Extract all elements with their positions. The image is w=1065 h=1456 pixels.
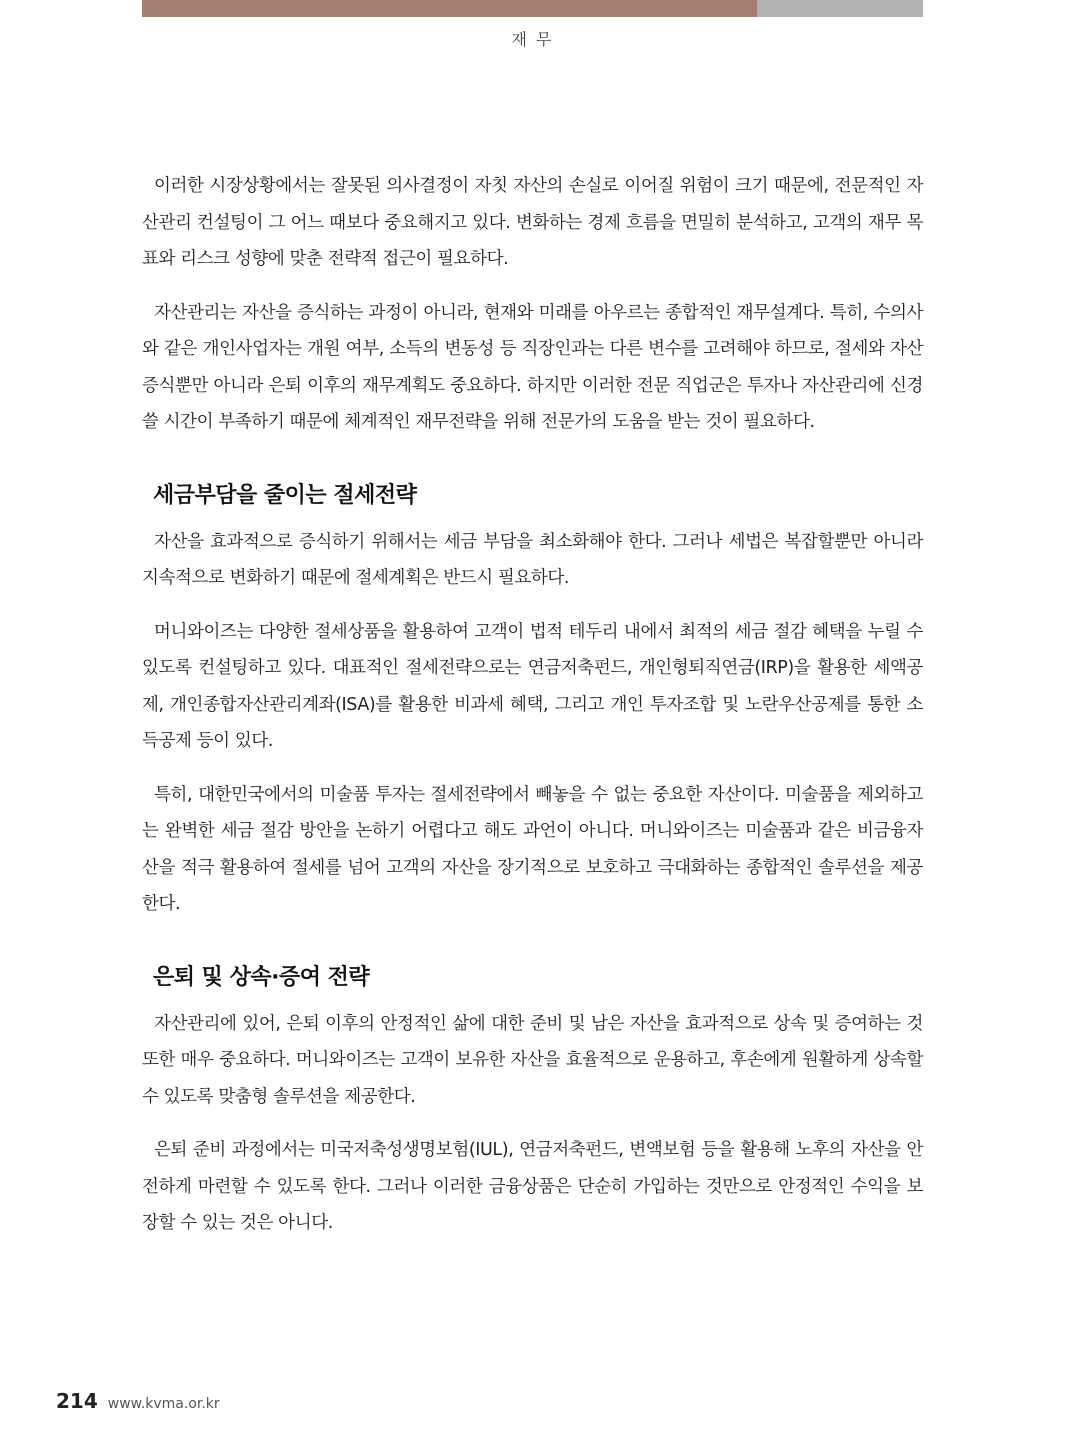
article-body <box>142 168 923 1259</box>
section-label: 재 무 <box>511 30 554 49</box>
intro-paragraph-1: 이러한 시장상황에서는 잘못된 의사결정이 자칫 자산의 손실로 이어질 위험이 크기 때문에, 전문적인 자산관리 컨설팅이 그 어느 때보다 중요해지고 있다. 변화하는 경제 흐름을 면밀히 분석하고, 고객의 재무 목표와 리스크 성향에 맞춘 전략적 접근이 필요하다. <box>142 176 923 269</box>
tax-paragraph-3: 특히, 대한민국에서의 미술품 투자는 절세전략에서 빼놓을 수 없는 중요한 자산이다. 미술품을 제외하고는 완벽한 세금 절감 방안을 논하기 어렵다고 해도 과언이 아니다. 머니와이즈는 미술품과 같은 비금융자산을 적극 활용하여 절세를 넘어 고객의 자산을 장기적으로 보호하고 극대화하는 종합적인 솔루션을 제공한다. <box>142 784 923 914</box>
retirement-paragraph-2: 은퇴 준비 과정에서는 미국저축성생명보험(IUL), 연금저축펀드, 변액보험 등을 활용해 노후의 자산을 안전하게 마련할 수 있도록 한다. 그러나 이러한 금융상품은 단순히 가입하는 것만으로 안정적인 수익을 보장할 수 있는 것은 아니다. <box>142 1140 923 1233</box>
tax-paragraph-2: 머니와이즈는 다양한 절세상품을 활용하여 고객이 법적 테두리 내에서 최적의 세금 절감 혜택을 누릴 수 있도록 컨설팅하고 있다. 대표적인 절세전략으로는 연금저축펀드, 개인형퇴직연금(IRP)을 활용한 세액공제, 개인종합자산관리계좌(ISA)를 활용한 비과세 혜택, 그리고 개인 투자조합 및 노란우산공제를 통한 소득공제 등이 있다. <box>142 621 923 751</box>
page-footer <box>56 1389 220 1413</box>
top-accent-bar <box>142 0 923 17</box>
retirement-paragraph-1: 자산관리에 있어, 은퇴 이후의 안정적인 삶에 대한 준비 및 남은 자산을 효과적으로 상속 및 증여하는 것 또한 매우 중요하다. 머니와이즈는 고객이 보유한 자산을 효율적으로 운용하고, 후손에게 원활하게 상속할 수 있도록 맞춤형 솔루션을 제공한다. <box>142 1013 923 1107</box>
section-heading-tax-strategy: 세금부담을 줄이는 절세전략 <box>153 482 417 508</box>
accent-bar-rest-segment <box>757 0 923 17</box>
accent-bar-main-segment <box>142 0 757 17</box>
tax-paragraph-1: 자산을 효과적으로 증식하기 위해서는 세금 부담을 최소화해야 한다. 그러나 세법은 복잡할뿐만 아니라 지속적으로 변화하기 때문에 절세계획은 반드시 필요하다. <box>142 531 923 588</box>
site-url: www.kvma.or.kr <box>107 1396 220 1412</box>
page-number: 214 <box>56 1389 98 1413</box>
section-heading-retirement-strategy: 은퇴 및 상속·증여 전략 <box>153 964 370 990</box>
intro-paragraph-2: 자산관리는 자산을 증식하는 과정이 아니라, 현재와 미래를 아우르는 종합적인 재무설계다. 특히, 수의사와 같은 개인사업자는 개원 여부, 소득의 변동성 등 직장인과는 다른 변수를 고려해야 하므로, 절세와 자산 증식뿐만 아니라 은퇴 이후의 재무계획도 중요하다. 하지만 이러한 전문 직업군은 투자나 자산관리에 신경 쓸 시간이 부족하기 때문에 체계적인 재무전략을 위해 전문가의 도움을 받는 것이 필요하다. <box>142 302 923 432</box>
